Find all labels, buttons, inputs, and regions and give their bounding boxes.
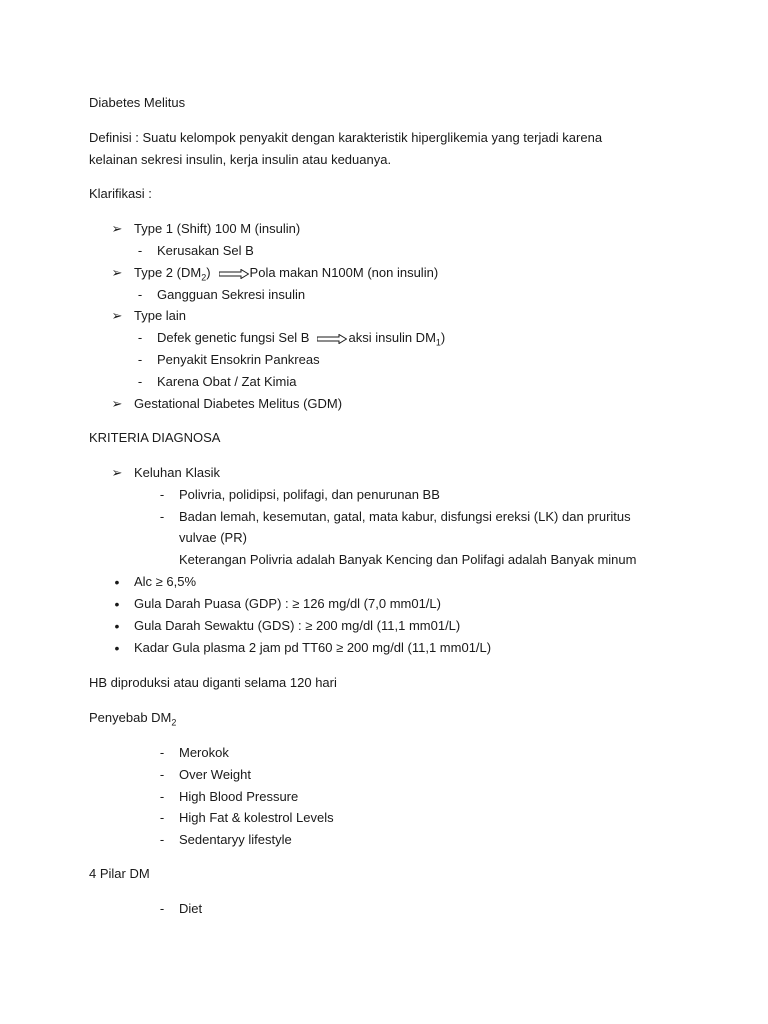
- cause-label-4: High Fat & kolestrol Levels: [179, 810, 334, 825]
- klasik-sub-label-1: Polivria, polidipsi, polifagi, dan penurunan BB: [179, 487, 440, 502]
- classification-heading: Klarifikasi :: [89, 186, 152, 201]
- cause-heading: Penyebab $DM_2$: [89, 710, 177, 728]
- arrowhead-bullet-icon: ➢: [111, 308, 123, 323]
- arrowhead-bullet-icon: ➢: [111, 221, 123, 236]
- cause-label-2: Over Weight: [179, 767, 252, 782]
- pillars-heading: 4 Pilar DM: [89, 866, 150, 881]
- definition-line-2: kelainan sekresi insulin, kerja insulin atau keduanya.: [89, 152, 392, 167]
- right-arrow-icon: [317, 334, 347, 344]
- type-other-sub-label-1: Defek genetic fungsi Sel B aksi insulin $DM_1$): [157, 330, 446, 348]
- dot-bullet-icon: •: [114, 574, 120, 590]
- criteria-heading: KRITERIA DIAGNOSA: [89, 430, 221, 445]
- dash-marker: -: [159, 745, 165, 760]
- dash-marker: -: [159, 487, 165, 502]
- definition-line-1: Definisi : Suatu kelompok penyakit dengan karakteristik hiperglikemia yang terjadi karena: [89, 130, 603, 145]
- dash-marker: -: [137, 243, 143, 258]
- cause-label-5: Sedentaryy lifestyle: [179, 832, 292, 847]
- criteria-label-4: Kadar Gula plasma 2 jam pd TT60 ≥ 200 mg/dl (11,1 mm01/L): [134, 640, 492, 655]
- dash-marker: -: [137, 287, 143, 302]
- klasik-sub-label-2: Badan lemah, kesemutan, gatal, mata kabur, disfungsi ereksi (LK) dan pruritus: [179, 509, 631, 524]
- type-1-label: Type 1 (Shift) 100 M (insulin): [134, 221, 301, 236]
- type-1-sub-label: Kerusakan Sel B: [157, 243, 254, 258]
- type-other-label: Type lain: [134, 308, 187, 323]
- type-2-sub-label: Gangguan Sekresi insulin: [157, 287, 306, 302]
- dot-bullet-icon: •: [114, 640, 120, 656]
- dash-marker: -: [137, 330, 143, 345]
- right-arrow-icon: [219, 269, 249, 279]
- type-other-sub-label-2: Penyakit Ensokrin Pankreas: [157, 352, 320, 367]
- dash-marker: -: [137, 352, 143, 367]
- type-other-sub-label-3: Karena Obat / Zat Kimia: [157, 374, 297, 389]
- dash-marker: -: [159, 789, 165, 804]
- document-title: Diabetes Melitus: [89, 95, 186, 110]
- dash-marker: -: [159, 810, 165, 825]
- arrowhead-bullet-icon: ➢: [111, 465, 123, 480]
- dash-marker: -: [159, 509, 165, 524]
- klasik-note: Keterangan Polivria adalah Banyak Kencing dan Polifagi adalah Banyak minum: [179, 552, 637, 567]
- pillar-label-1: Diet: [179, 901, 203, 916]
- arrowhead-bullet-icon: ➢: [111, 265, 123, 280]
- dash-marker: -: [159, 901, 165, 916]
- klasik-label: Keluhan Klasik: [134, 465, 220, 480]
- cause-label-3: High Blood Pressure: [179, 789, 299, 804]
- dash-marker: -: [159, 832, 165, 847]
- criteria-label-1: Alc ≥ 6,5%: [134, 574, 197, 589]
- cause-label-1: Merokok: [179, 745, 229, 760]
- hb-note: HB diproduksi atau diganti selama 120 hari: [89, 675, 337, 690]
- criteria-label-2: Gula Darah Puasa (GDP) : ≥ 126 mg/dl (7,0 mm01/L): [134, 596, 441, 611]
- type-gdm-label: Gestational Diabetes Melitus (GDM): [134, 396, 343, 411]
- type-2-label: Type 2 $(DM_2)$ Pola makan N100M (non insulin): [134, 265, 439, 283]
- dash-marker: -: [137, 374, 143, 389]
- dot-bullet-icon: •: [114, 596, 120, 612]
- dash-marker: -: [159, 767, 165, 782]
- criteria-label-3: Gula Darah Sewaktu (GDS) : ≥ 200 mg/dl (11,1 mm01/L): [134, 618, 461, 633]
- klasik-sub-label-2-cont: vulvae (PR): [179, 530, 247, 545]
- dot-bullet-icon: •: [114, 618, 120, 634]
- arrowhead-bullet-icon: ➢: [111, 396, 123, 411]
